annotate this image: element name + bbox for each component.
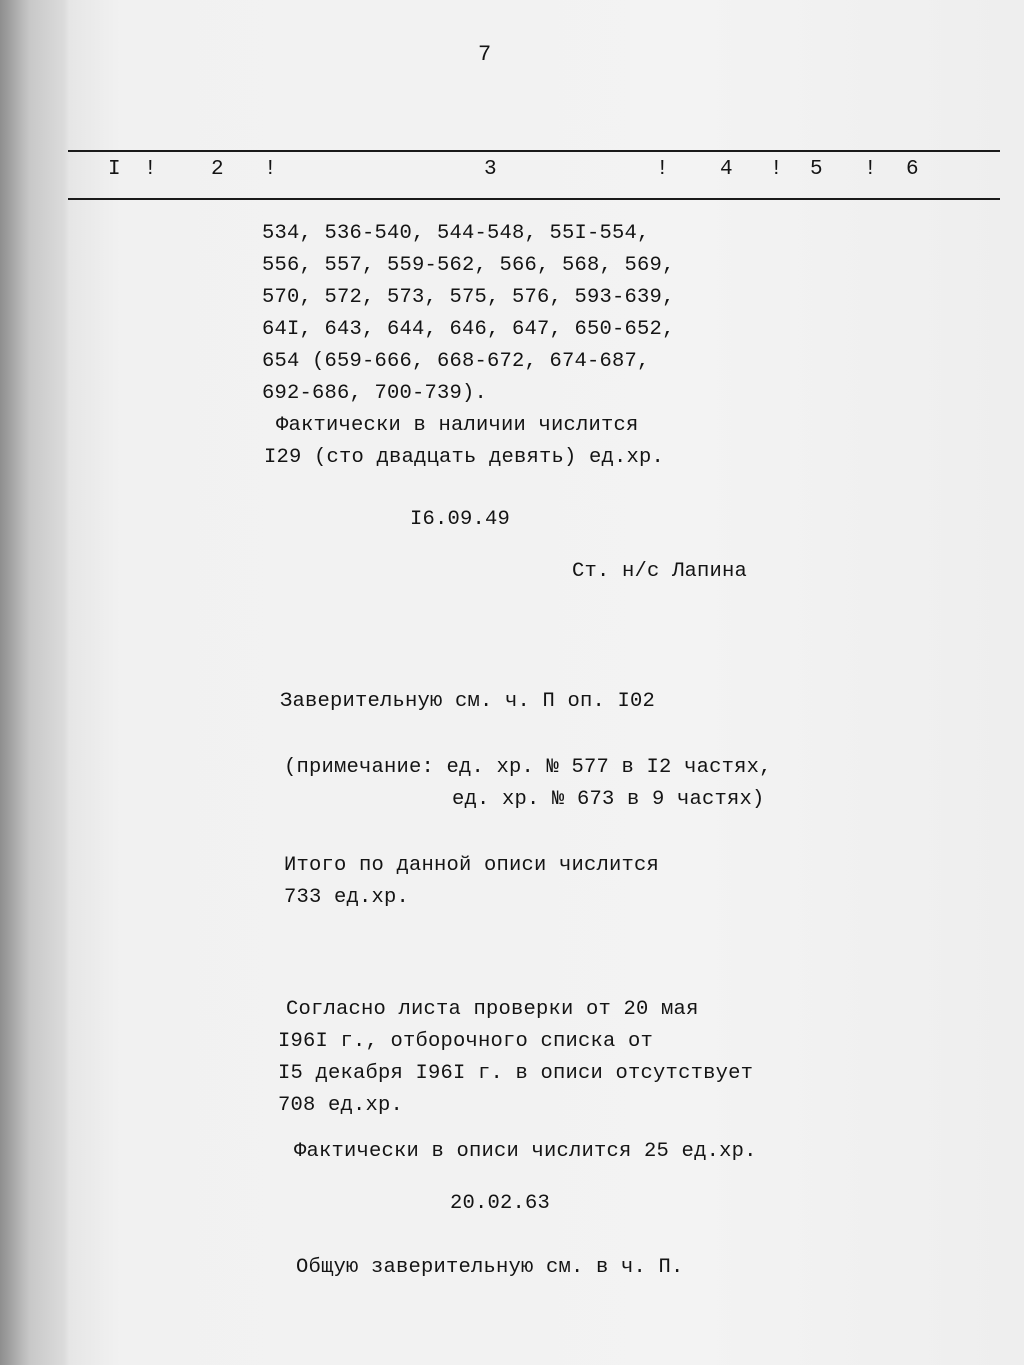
header-col-1: I [108, 158, 121, 181]
body-line: Фактически в наличии числится [276, 414, 639, 437]
header-separator: ! [864, 158, 877, 181]
table-header-row [68, 158, 1000, 188]
body-line: 534, 536-540, 544-548, 55I-554, [262, 222, 650, 245]
table-rule-bottom [68, 198, 1000, 200]
reference-note: Заверительную см. ч. П оп. I02 [280, 690, 656, 713]
body-line: 654 (659-666, 668-672, 674-687, [262, 350, 650, 373]
date-line: 20.02.63 [450, 1192, 551, 1215]
total-line: 733 ед.хр. [284, 886, 410, 909]
page-number: 7 [478, 42, 492, 67]
check-line: Согласно листа проверки от 20 мая [286, 998, 699, 1021]
header-col-2: 2 [211, 158, 224, 181]
body-line: 692-686, 700-739). [262, 382, 488, 405]
signature-line: Ст. н/с Лапина [572, 560, 748, 583]
check-line: 708 ед.хр. [278, 1094, 404, 1117]
check-line: I96I г., отборочного списка от [278, 1030, 654, 1053]
remark-line: (примечание: ед. хр. № 577 в I2 частях, [284, 756, 772, 779]
header-col-4: 4 [720, 158, 733, 181]
header-separator: ! [770, 158, 783, 181]
body-line: 570, 572, 573, 575, 576, 593-639, [262, 286, 675, 309]
header-col-5: 5 [810, 158, 823, 181]
header-separator: ! [144, 158, 157, 181]
date-line: I6.09.49 [410, 508, 511, 531]
table-rule-top [68, 150, 1000, 152]
header-col-3: 3 [484, 158, 497, 181]
header-col-6: 6 [906, 158, 919, 181]
check-line: I5 декабря I96I г. в описи отсутствует [278, 1062, 754, 1085]
final-note: Общую заверительную см. в ч. П. [296, 1256, 684, 1279]
previous-page-edge [0, 0, 68, 1365]
body-line: 64I, 643, 644, 646, 647, 650-652, [262, 318, 675, 341]
actual-count-line: Фактически в описи числится 25 ед.хр. [294, 1140, 757, 1163]
header-separator: ! [264, 158, 277, 181]
total-line: Итого по данной описи числится [284, 854, 660, 877]
body-line: I29 (сто двадцать девять) ед.хр. [264, 446, 665, 469]
body-line: 556, 557, 559-562, 566, 568, 569, [262, 254, 675, 277]
header-separator: ! [656, 158, 669, 181]
remark-line: ед. хр. № 673 в 9 частях) [452, 788, 765, 811]
